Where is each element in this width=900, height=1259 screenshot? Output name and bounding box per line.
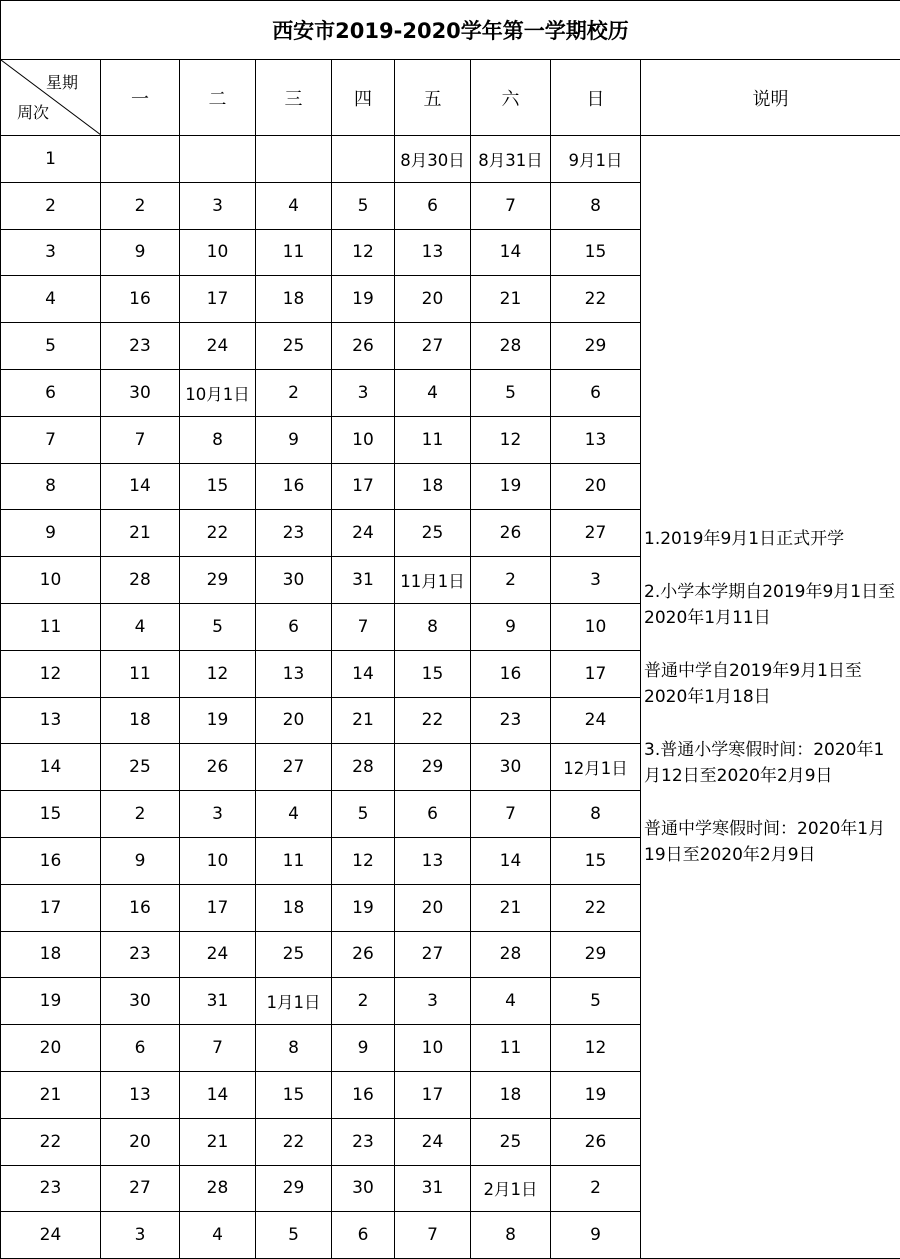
- date-cell: 15: [551, 229, 641, 276]
- note-item: 普通中学寒假时间：2020年1月19日至2020年2月9日: [644, 816, 898, 868]
- notes-cell: [641, 136, 900, 1259]
- date-cell: 22: [180, 510, 256, 557]
- date-cell: 18: [256, 276, 332, 323]
- date-cell: 5: [256, 1212, 332, 1259]
- date-cell: 25: [256, 931, 332, 978]
- date-cell: 15: [256, 1071, 332, 1118]
- date-cell: 20: [551, 463, 641, 510]
- date-cell: 8: [395, 603, 471, 650]
- date-cell: 20: [101, 1118, 180, 1165]
- date-cell: 2: [101, 182, 180, 229]
- weekday-fri: 五: [395, 60, 471, 136]
- date-cell: 8: [551, 791, 641, 838]
- date-cell: 18: [101, 697, 180, 744]
- date-cell: 10: [180, 837, 256, 884]
- date-cell: 31: [395, 1165, 471, 1212]
- weekday-mon: 一: [101, 60, 180, 136]
- date-cell: 27: [395, 931, 471, 978]
- week-number-cell: 4: [1, 276, 101, 323]
- date-cell: 22: [551, 276, 641, 323]
- date-cell: 28: [332, 744, 395, 791]
- date-cell: 9: [551, 1212, 641, 1259]
- notes-header: 说明: [641, 60, 900, 136]
- date-cell: 13: [395, 229, 471, 276]
- date-cell: 12: [180, 650, 256, 697]
- date-cell: 24: [551, 697, 641, 744]
- date-cell: 14: [180, 1071, 256, 1118]
- date-cell: 13: [551, 416, 641, 463]
- date-cell: 30: [471, 744, 551, 791]
- date-cell: 12: [551, 1025, 641, 1072]
- date-cell: 29: [551, 323, 641, 370]
- date-cell: 21: [101, 510, 180, 557]
- weekday-sun: 日: [551, 60, 641, 136]
- date-cell: 17: [395, 1071, 471, 1118]
- date-cell: 23: [101, 931, 180, 978]
- date-cell: 11月1日: [395, 557, 471, 604]
- date-cell: 27: [395, 323, 471, 370]
- date-cell: 6: [395, 791, 471, 838]
- week-number-cell: 21: [1, 1071, 101, 1118]
- date-cell: 31: [332, 557, 395, 604]
- note-item: 2.小学本学期自2019年9月1日至2020年1月11日: [644, 579, 898, 631]
- date-cell: 19: [332, 276, 395, 323]
- week-number-cell: 23: [1, 1165, 101, 1212]
- date-cell: 2: [101, 791, 180, 838]
- date-cell: 14: [471, 837, 551, 884]
- date-cell: [180, 136, 256, 183]
- date-cell: 6: [256, 603, 332, 650]
- week-number-cell: 13: [1, 697, 101, 744]
- date-cell: 6: [332, 1212, 395, 1259]
- date-cell: 29: [551, 931, 641, 978]
- date-cell: 13: [395, 837, 471, 884]
- date-cell: 25: [395, 510, 471, 557]
- date-cell: 24: [332, 510, 395, 557]
- date-cell: 18: [471, 1071, 551, 1118]
- date-cell: 6: [395, 182, 471, 229]
- date-cell: 8: [256, 1025, 332, 1072]
- date-cell: 8: [180, 416, 256, 463]
- date-cell: 23: [101, 323, 180, 370]
- date-cell: 28: [101, 557, 180, 604]
- date-cell: 9: [471, 603, 551, 650]
- date-cell: 4: [395, 369, 471, 416]
- date-cell: 7: [332, 603, 395, 650]
- date-cell: 3: [180, 791, 256, 838]
- date-cell: 10: [551, 603, 641, 650]
- date-cell: 17: [180, 884, 256, 931]
- week-number-cell: 14: [1, 744, 101, 791]
- date-cell: 3: [101, 1212, 180, 1259]
- date-cell: 29: [180, 557, 256, 604]
- date-cell: 7: [101, 416, 180, 463]
- diagonal-header-cell: [1, 60, 101, 136]
- weekday-wed: 三: [256, 60, 332, 136]
- week-number-cell: 20: [1, 1025, 101, 1072]
- date-cell: 5: [332, 791, 395, 838]
- date-cell: 21: [332, 697, 395, 744]
- date-cell: 21: [471, 276, 551, 323]
- table-row: [1, 136, 900, 183]
- week-axis-label: 周次: [17, 100, 49, 123]
- date-cell: 8月30日: [395, 136, 471, 183]
- date-cell: 24: [180, 323, 256, 370]
- week-number-cell: 15: [1, 791, 101, 838]
- date-cell: 27: [101, 1165, 180, 1212]
- date-cell: 26: [551, 1118, 641, 1165]
- date-cell: 18: [256, 884, 332, 931]
- date-cell: 2: [332, 978, 395, 1025]
- date-cell: 21: [471, 884, 551, 931]
- date-cell: 7: [180, 1025, 256, 1072]
- date-cell: 10月1日: [180, 369, 256, 416]
- date-cell: 8: [471, 1212, 551, 1259]
- week-number-cell: 5: [1, 323, 101, 370]
- date-cell: 17: [180, 276, 256, 323]
- date-cell: 20: [256, 697, 332, 744]
- date-cell: 26: [471, 510, 551, 557]
- date-cell: 6: [101, 1025, 180, 1072]
- date-cell: 9: [101, 837, 180, 884]
- date-cell: 13: [256, 650, 332, 697]
- date-cell: 12: [332, 229, 395, 276]
- date-cell: 2: [551, 1165, 641, 1212]
- date-cell: 30: [256, 557, 332, 604]
- date-cell: 3: [395, 978, 471, 1025]
- date-cell: 11: [256, 837, 332, 884]
- week-number-cell: 6: [1, 369, 101, 416]
- date-cell: 7: [471, 791, 551, 838]
- date-cell: 4: [256, 791, 332, 838]
- date-cell: 15: [395, 650, 471, 697]
- date-cell: 2: [256, 369, 332, 416]
- date-cell: 27: [256, 744, 332, 791]
- date-cell: 4: [471, 978, 551, 1025]
- date-cell: 26: [332, 931, 395, 978]
- date-cell: 4: [101, 603, 180, 650]
- weekday-sat: 六: [471, 60, 551, 136]
- date-cell: 14: [332, 650, 395, 697]
- date-cell: 10: [332, 416, 395, 463]
- date-cell: 15: [180, 463, 256, 510]
- date-cell: 1月1日: [256, 978, 332, 1025]
- week-number-cell: 8: [1, 463, 101, 510]
- week-number-cell: 18: [1, 931, 101, 978]
- date-cell: 9月1日: [551, 136, 641, 183]
- date-cell: 5: [332, 182, 395, 229]
- date-cell: 7: [395, 1212, 471, 1259]
- date-cell: 10: [180, 229, 256, 276]
- date-cell: 29: [256, 1165, 332, 1212]
- week-number-cell: 11: [1, 603, 101, 650]
- date-cell: 30: [332, 1165, 395, 1212]
- date-cell: 16: [101, 276, 180, 323]
- date-cell: 26: [180, 744, 256, 791]
- week-number-cell: 9: [1, 510, 101, 557]
- date-cell: 26: [332, 323, 395, 370]
- weekday-thu: 四: [332, 60, 395, 136]
- weekday-axis-label: 星期: [46, 70, 78, 93]
- note-item: 普通中学自2019年9月1日至2020年1月18日: [644, 658, 898, 710]
- date-cell: 18: [395, 463, 471, 510]
- date-cell: 23: [471, 697, 551, 744]
- date-cell: 25: [101, 744, 180, 791]
- date-cell: 9: [332, 1025, 395, 1072]
- date-cell: 20: [395, 276, 471, 323]
- date-cell: [332, 136, 395, 183]
- date-cell: 8月31日: [471, 136, 551, 183]
- calendar-body: [1, 136, 900, 1259]
- date-cell: 11: [395, 416, 471, 463]
- date-cell: 9: [256, 416, 332, 463]
- week-number-cell: 24: [1, 1212, 101, 1259]
- date-cell: 16: [332, 1071, 395, 1118]
- date-cell: 23: [256, 510, 332, 557]
- date-cell: 28: [471, 323, 551, 370]
- date-cell: 22: [256, 1118, 332, 1165]
- note-item: 3.普通小学寒假时间：2020年1月12日至2020年2月9日: [644, 737, 898, 789]
- date-cell: 20: [395, 884, 471, 931]
- date-cell: 17: [551, 650, 641, 697]
- date-cell: 5: [180, 603, 256, 650]
- date-cell: 3: [180, 182, 256, 229]
- date-cell: 19: [551, 1071, 641, 1118]
- date-cell: 5: [551, 978, 641, 1025]
- date-cell: 4: [180, 1212, 256, 1259]
- weekday-header-row: [1, 60, 900, 136]
- week-number-cell: 2: [1, 182, 101, 229]
- date-cell: 4: [256, 182, 332, 229]
- date-cell: 3: [551, 557, 641, 604]
- date-cell: 16: [101, 884, 180, 931]
- date-cell: 10: [395, 1025, 471, 1072]
- date-cell: 16: [256, 463, 332, 510]
- date-cell: 31: [180, 978, 256, 1025]
- date-cell: 24: [180, 931, 256, 978]
- date-cell: 19: [180, 697, 256, 744]
- date-cell: 11: [101, 650, 180, 697]
- week-number-cell: 12: [1, 650, 101, 697]
- date-cell: 24: [395, 1118, 471, 1165]
- date-cell: 25: [256, 323, 332, 370]
- date-cell: [101, 136, 180, 183]
- date-cell: 17: [332, 463, 395, 510]
- week-number-cell: 19: [1, 978, 101, 1025]
- date-cell: 28: [180, 1165, 256, 1212]
- week-number-cell: 7: [1, 416, 101, 463]
- week-number-cell: 16: [1, 837, 101, 884]
- date-cell: 9: [101, 229, 180, 276]
- calendar-title: 西安市2019-2020学年第一学期校历: [1, 1, 900, 60]
- date-cell: 15: [551, 837, 641, 884]
- date-cell: 2: [471, 557, 551, 604]
- week-number-cell: 1: [1, 136, 101, 183]
- date-cell: 23: [332, 1118, 395, 1165]
- date-cell: 27: [551, 510, 641, 557]
- date-cell: 30: [101, 978, 180, 1025]
- date-cell: 8: [551, 182, 641, 229]
- date-cell: 21: [180, 1118, 256, 1165]
- weekday-tue: 二: [180, 60, 256, 136]
- date-cell: 29: [395, 744, 471, 791]
- date-cell: 19: [471, 463, 551, 510]
- date-cell: 13: [101, 1071, 180, 1118]
- date-cell: 19: [332, 884, 395, 931]
- date-cell: 16: [471, 650, 551, 697]
- date-cell: 6: [551, 369, 641, 416]
- week-number-cell: 22: [1, 1118, 101, 1165]
- week-number-cell: 3: [1, 229, 101, 276]
- date-cell: 7: [471, 182, 551, 229]
- date-cell: 22: [395, 697, 471, 744]
- date-cell: 11: [256, 229, 332, 276]
- date-cell: 30: [101, 369, 180, 416]
- week-number-cell: 17: [1, 884, 101, 931]
- date-cell: 12: [471, 416, 551, 463]
- date-cell: 5: [471, 369, 551, 416]
- date-cell: 12: [332, 837, 395, 884]
- date-cell: 2月1日: [471, 1165, 551, 1212]
- date-cell: 14: [471, 229, 551, 276]
- date-cell: 3: [332, 369, 395, 416]
- date-cell: 11: [471, 1025, 551, 1072]
- week-number-cell: 10: [1, 557, 101, 604]
- date-cell: 28: [471, 931, 551, 978]
- date-cell: 14: [101, 463, 180, 510]
- date-cell: 12月1日: [551, 744, 641, 791]
- note-item: 1.2019年9月1日正式开学: [644, 526, 898, 552]
- date-cell: [256, 136, 332, 183]
- date-cell: 25: [471, 1118, 551, 1165]
- date-cell: 22: [551, 884, 641, 931]
